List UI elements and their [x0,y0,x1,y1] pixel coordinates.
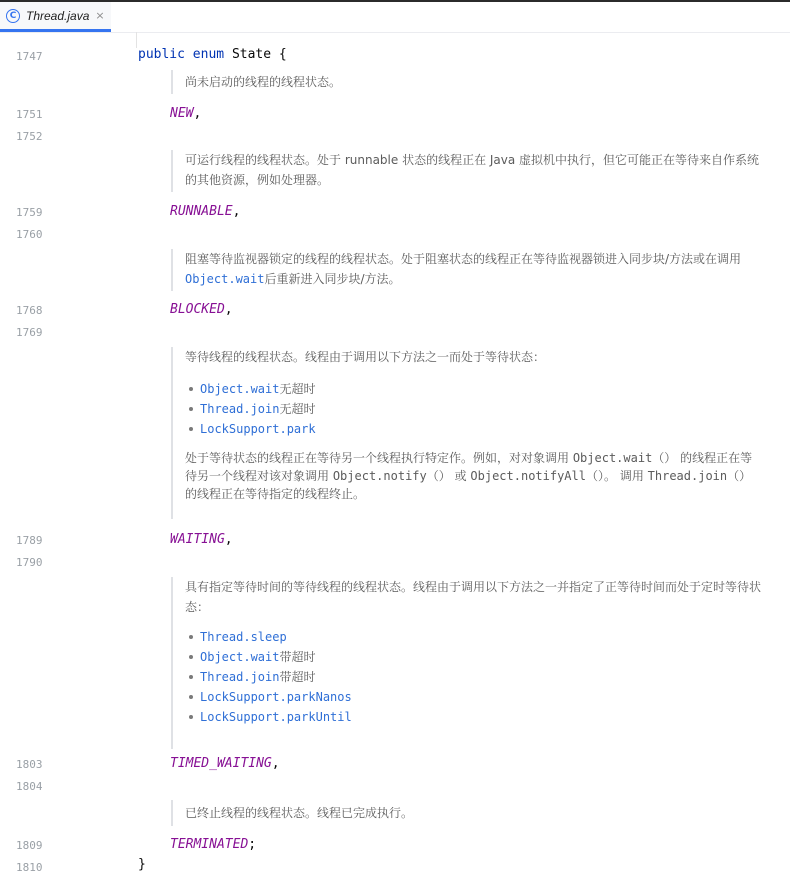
doc-comment-waiting [171,347,761,519]
doc-link[interactable]: LockSupport.parkNanos [200,690,352,704]
list-item [185,687,761,707]
tab-bar-divider [0,32,790,33]
list-item [185,419,761,439]
doc-link[interactable]: Thread.sleep [200,630,287,644]
line-number: 1790 [16,556,43,569]
doc-link[interactable]: Object.wait [200,382,280,396]
doc-text: 具有指定等待时间的等待线程的线程状态。线程由于调用以下方法之一并指定了正等待时间而处于定时等待状态： [185,580,762,614]
indent-guide [136,32,137,48]
enum-constant-waiting[interactable]: WAITING, [170,532,233,547]
line-number: 1810 [16,861,43,874]
doc-link[interactable]: Object.wait [200,650,280,664]
enum-constant-runnable[interactable]: RUNNABLE, [170,204,241,219]
line-number: 1804 [16,780,43,793]
doc-text: 已终止线程的线程状态。线程已完成执行。 [185,806,414,820]
doc-comment-timed-waiting [171,577,761,749]
line-number: 1803 [16,758,43,771]
doc-comment-terminated [171,800,761,826]
line-number: 1751 [16,108,43,121]
line-number: 1747 [16,50,43,63]
tab-label: Thread.java [26,8,90,23]
doc-link[interactable]: Thread.join [200,402,280,416]
doc-text: 可运行线程的线程状态。处于 runnable 状态的线程正在 Java 虚拟机中执行，但它可能正在等待来自作系统的其他资源，例如处理器。 [185,153,760,187]
doc-link[interactable]: Object.wait [185,272,265,286]
doc-text: 处于等待状态的线程正在等待另一个线程执行特定作。例如，对对象调用 Object.wait（） 的线程正在等待另一个线程对该对象调用 Object.notify（） 或 Object.notifyAll（）。 调用 Thread.join（） 的线程正在等待指定的线程终止。 [185,451,753,501]
list-item [185,707,761,727]
line-number: 1752 [16,130,43,143]
list-item [185,627,761,647]
line-number: 1769 [16,326,43,339]
list-item: Thread.join 无超时 [185,399,761,419]
enum-constant-blocked[interactable]: BLOCKED, [170,302,233,317]
enum-constant-new[interactable]: NEW, [170,106,202,121]
doc-comment-runnable [171,150,761,192]
doc-comment-blocked [171,249,761,291]
keyword: public [138,47,185,62]
editor-tab-bar [0,0,790,32]
line-number: 1789 [16,534,43,547]
doc-comment-state [171,70,761,94]
list-item: Thread.join 带超时 [185,667,761,687]
enum-declaration[interactable] [138,47,287,62]
keyword: enum [192,47,225,62]
doc-link[interactable]: LockSupport.park [200,422,316,436]
enum-constant-timed-waiting[interactable]: TIMED_WAITING, [170,756,280,771]
list-item: Object.wait 带超时 [185,647,761,667]
doc-text: 阻塞等待监视器锁定的线程的线程状态。处于阻塞状态的线程正在等待监视器锁进入同步块/方法或在调用 Object.wait后重新进入同步块/方法。 [185,252,742,286]
tab-thread-java[interactable] [0,2,111,32]
doc-text: 等待线程的线程状态。线程由于调用以下方法之一而处于等待状态： [185,350,546,364]
list-item: Object.wait 无超时 [185,379,761,399]
close-icon[interactable]: × [95,9,105,22]
class-icon: C [6,9,20,23]
enum-constant-terminated[interactable]: TERMINATED; [170,837,257,852]
closing-brace: } [138,857,146,872]
doc-link[interactable]: LockSupport.parkUntil [200,710,352,724]
line-number: 1760 [16,228,43,241]
enum-name: State { [231,47,287,62]
line-number: 1809 [16,839,43,852]
doc-text: 尚未启动的线程的线程状态。 [185,75,342,89]
line-number: 1768 [16,304,43,317]
line-number: 1759 [16,206,43,219]
line-number-gutter [0,32,100,878]
doc-link[interactable]: Thread.join [200,670,280,684]
